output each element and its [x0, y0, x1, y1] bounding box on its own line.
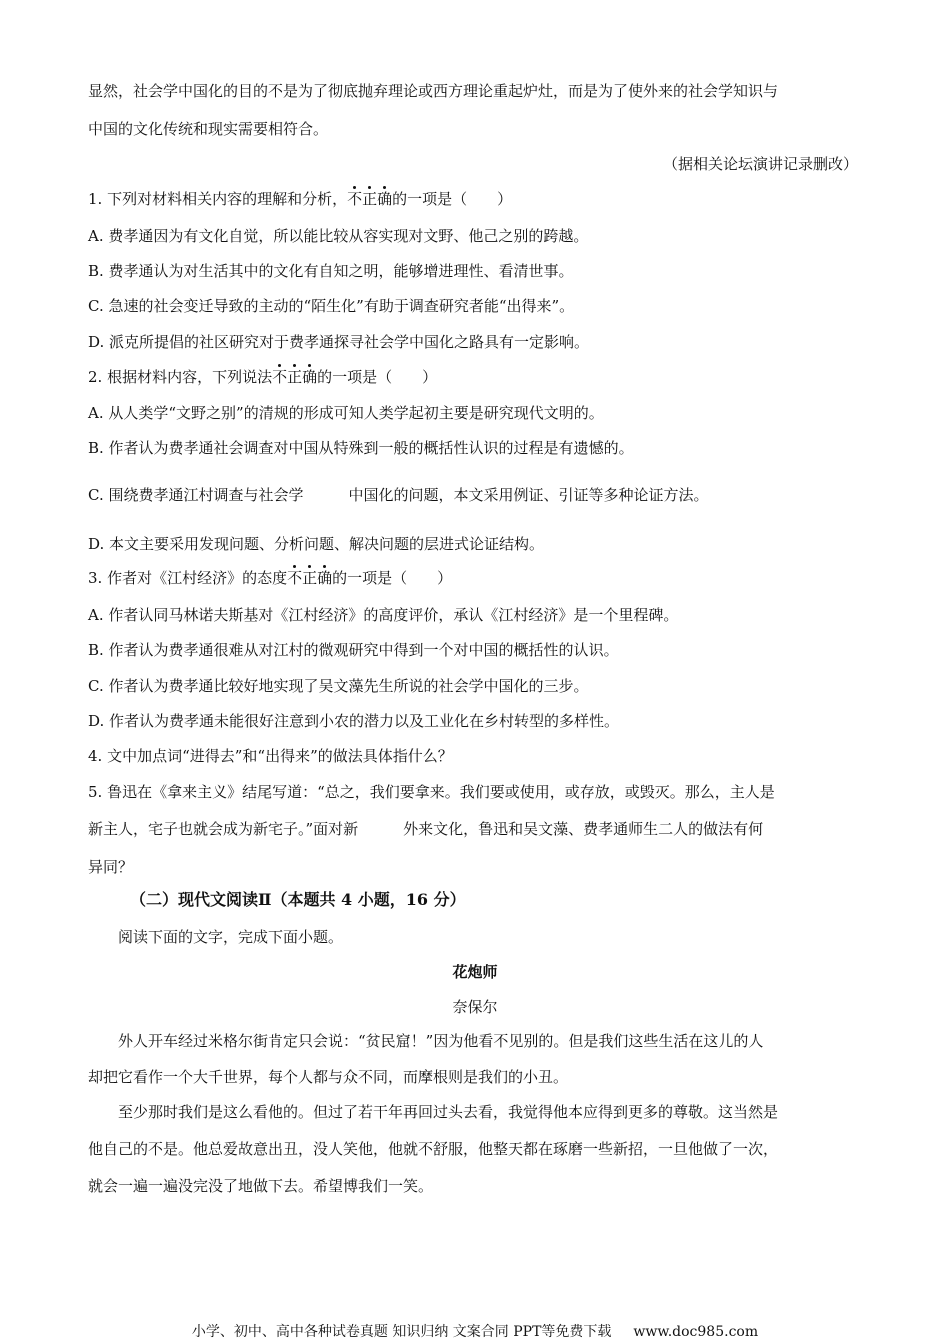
- emphasis-dot-char: 正: [287, 368, 303, 386]
- story-paragraph-2-line-1: 至少那时我们是这么看他的。但过了若干年再回过头去看，我觉得他本应得到更多的尊敬。这当然是: [118, 1103, 779, 1121]
- page-footer: [0, 1323, 950, 1341]
- source-note: （据相关论坛演讲记录删改）: [662, 155, 858, 173]
- passage-tail-line-2: 中国的文化传统和现实需要相符合。: [88, 120, 329, 138]
- q1-option-a: A. 费孝通因为有文化自觉，所以能比较从容实现对文野、他己之别的跨越。: [88, 227, 589, 245]
- emphasis-dot-char: 不: [347, 190, 363, 208]
- emphasis-dot-char: 正: [302, 569, 318, 587]
- question-4: 4. 文中加点词“进得去”和“出得来”的做法具体指什么？: [88, 747, 453, 765]
- q2-option-d: D. 本文主要采用发现问题、分析问题、解决问题的层进式论证结构。: [88, 535, 545, 553]
- q3-option-d: D. 作者认为费孝通未能很好注意到小农的潜力以及工业化在乡村转型的多样性。: [88, 712, 620, 730]
- story-paragraph-1-line-2: 却把它看作一个大千世界，每个人都与众不同，而摩根则是我们的小丑。: [88, 1068, 569, 1086]
- q3-suffix: 的一项是（ ）: [332, 569, 453, 587]
- question-3: [88, 568, 452, 588]
- story-author: 奈保尔: [452, 998, 498, 1016]
- emphasis-dot-char: 不: [272, 368, 288, 386]
- q1-suffix: 的一项是（ ）: [392, 190, 513, 208]
- q2-option-c: C. 围绕费孝通江村调查与社会学 中国化的问题，本文采用例证、引证等多种论证方法。: [88, 486, 709, 504]
- question-5-line-1: 5. 鲁迅在《拿来主义》结尾写道：“总之，我们要拿来。我们要或使用，或存放，或毁灭。那么，主人是: [88, 783, 775, 801]
- story-paragraph-2-line-2: 他自己的不是。他总爱故意出丑，没人笑他，他就不舒服，他整天都在琢磨一些新招，一旦他做了一次，: [88, 1140, 779, 1158]
- emphasis-dot-char: 确: [317, 569, 333, 587]
- q1-option-b: B. 费孝通认为对生活其中的文化有自知之明，能够增进理性、看清世事。: [88, 262, 574, 280]
- q3-prefix: 3. 作者对《江村经济》的态度: [88, 569, 288, 587]
- story-paragraph-2-line-3: 就会一遍一遍没完没了地做下去。希望博我们一笑。: [88, 1177, 434, 1195]
- emphasis-dot-char: 确: [377, 190, 393, 208]
- footer-site-link[interactable]: www.doc985.com: [633, 1324, 759, 1340]
- footer-text: 小学、初中、高中各种试卷真题 知识归纳 文案合同 PPT等免费下载: [191, 1324, 612, 1340]
- reading-instruction: 阅读下面的文字，完成下面小题。: [118, 928, 344, 946]
- emphasis-dot-char: 正: [362, 190, 378, 208]
- q1-option-c: C. 急速的社会变迁导致的主动的“陌生化”有助于调查研究者能“出得来”。: [88, 297, 575, 315]
- question-5-line-3: 异同？: [88, 858, 134, 876]
- story-paragraph-1-line-1: 外人开车经过米格尔街肯定只会说：“贫民窟！”因为他看不见别的。但是我们这些生活在这儿的人: [118, 1032, 764, 1050]
- q2-option-b: B. 作者认为费孝通社会调查对中国从特殊到一般的概括性认识的过程是有遗憾的。: [88, 439, 634, 457]
- passage-tail-line-1: 显然，社会学中国化的目的不是为了彻底抛弃理论或西方理论重起炉灶，而是为了使外来的社会学知识与: [88, 82, 779, 100]
- story-title: 花炮师: [452, 963, 498, 981]
- q2-suffix: 的一项是（ ）: [317, 368, 438, 386]
- q1-prefix: 1. 下列对材料相关内容的理解和分析，: [88, 190, 348, 208]
- q1-option-d: D. 派克所提倡的社区研究对于费孝通探寻社会学中国化之路具有一定影响。: [88, 333, 590, 351]
- section-heading: （二）现代文阅读Ⅱ（本题共 4 小题，16 分）: [130, 890, 466, 909]
- q2-option-a: A. 从人类学“文野之别”的清规的形成可知人类学起初主要是研究现代文明的。: [88, 404, 604, 422]
- question-2: [88, 367, 437, 387]
- q3-option-b: B. 作者认为费孝通很难从对江村的微观研究中得到一个对中国的概括性的认识。: [88, 641, 619, 659]
- q2-prefix: 2. 根据材料内容，下列说法: [88, 368, 273, 386]
- q3-option-a: A. 作者认同马林诺夫斯基对《江村经济》的高度评价，承认《江村经济》是一个里程碑。: [88, 606, 679, 624]
- emphasis-dot-char: 确: [302, 368, 318, 386]
- question-1: [88, 189, 512, 209]
- question-5-line-2: 新主人，宅子也就会成为新宅子。”面对新 外来文化，鲁迅和吴文藻、费孝通师生二人的做法有何: [88, 820, 764, 838]
- emphasis-dot-char: 不: [287, 569, 303, 587]
- q3-option-c: C. 作者认为费孝通比较好地实现了吴文藻先生所说的社会学中国化的三步。: [88, 677, 589, 695]
